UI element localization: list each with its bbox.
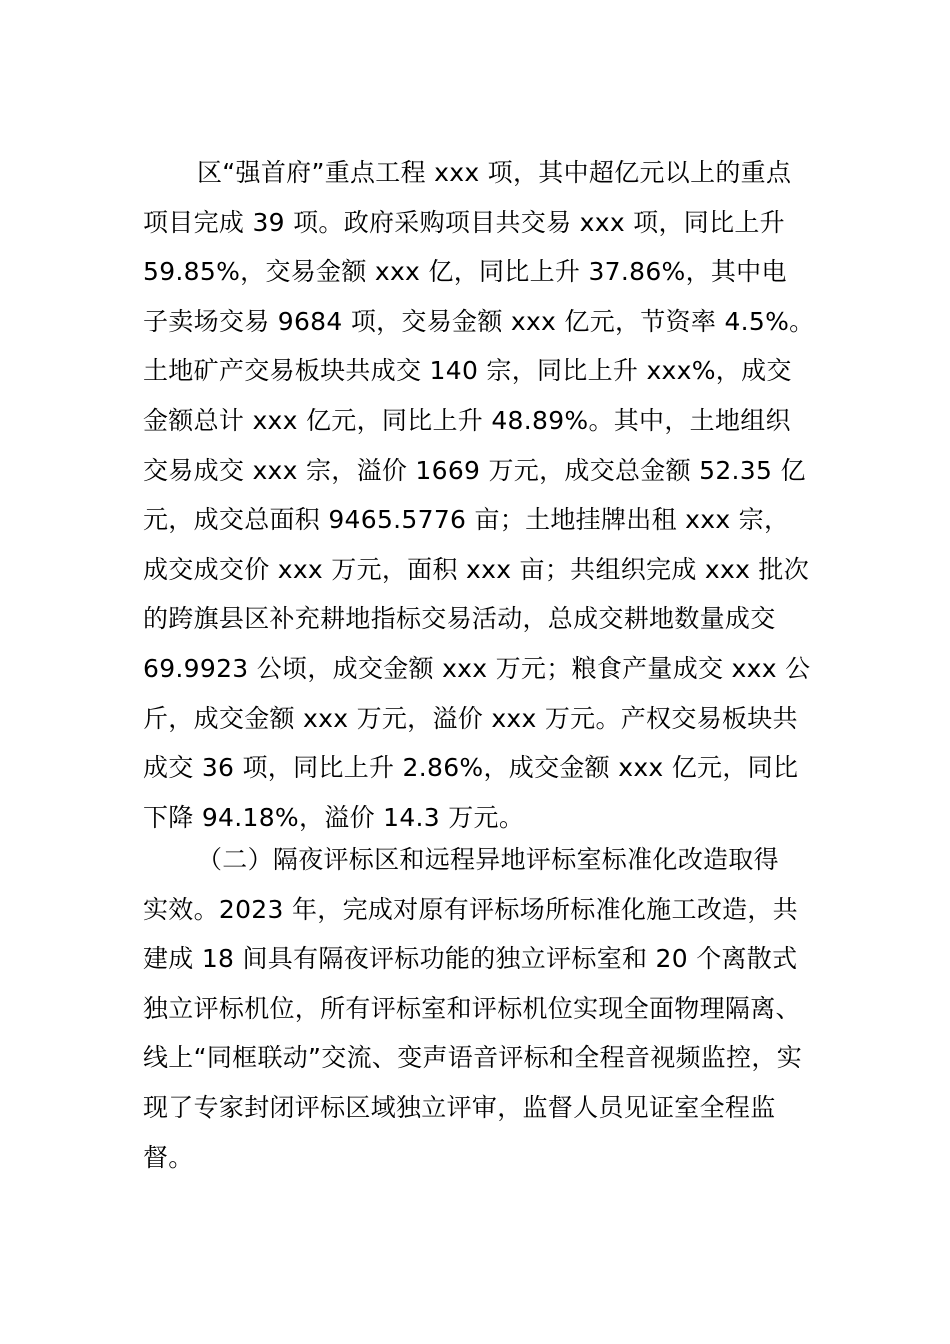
text-line: 独立评标机位，所有评标室和评标机位实现全面物理隔离、 bbox=[143, 993, 801, 1023]
text-line: 项目完成 39 项。政府采购项目共交易 xxx 项，同比上升 bbox=[143, 207, 785, 237]
paragraph-evaluation-room-renovation bbox=[143, 835, 807, 1182]
text-line: 的跨旗县区补充耕地指标交易活动，总成交耕地数量成交 bbox=[143, 604, 776, 634]
text-line: 斤，成交金额 xxx 万元，溢价 xxx 万元。产权交易板块共 bbox=[143, 703, 798, 733]
text-line: 线上“同框联动”交流、变声语音评标和全程音视频监控，实 bbox=[143, 1043, 803, 1073]
text-line: 子卖场交易 9684 项，交易金额 xxx 亿元，节资率 4.5%。 bbox=[143, 306, 815, 336]
text-line: 区“强首府”重点工程 xxx 项，其中超亿元以上的重点 bbox=[197, 158, 792, 187]
text-line: 金额总计 xxx 亿元，同比上升 48.89%。其中，土地组织 bbox=[143, 405, 791, 435]
text-line: 土地矿产交易板块共成交 140 宗，同比上升 xxx%，成交 bbox=[143, 356, 792, 386]
text-line: 59.85%，交易金额 xxx 亿，同比上升 37.86%，其中电 bbox=[143, 257, 787, 287]
section-heading-line: （二）隔夜评标区和远程异地评标室标准化改造取得 bbox=[197, 845, 779, 874]
text-line: 69.9923 公顷，成交金额 xxx 万元；粮食产量成交 xxx 公 bbox=[143, 653, 811, 683]
text-line: 成交 36 项，同比上升 2.86%，成交金额 xxx 亿元，同比 bbox=[143, 753, 799, 783]
text-line: 交易成交 xxx 宗，溢价 1669 万元，成交总金额 52.35 亿 bbox=[143, 455, 806, 485]
text-line: 建成 18 间具有隔夜评标功能的独立评标室和 20 个离散式 bbox=[143, 944, 798, 974]
text-line: 实效。2023 年，完成对原有评标场所标准化施工改造，共 bbox=[143, 894, 798, 924]
text-line: 现了专家封闭评标区域独立评审，监督人员见证室全程监 bbox=[143, 1092, 776, 1122]
text-line: 成交成交价 xxx 万元，面积 xxx 亩；共组织完成 xxx 批次 bbox=[143, 554, 810, 584]
text-line: 督。 bbox=[143, 1142, 194, 1172]
text-line: 元，成交总面积 9465.5776 亩；土地挂牌出租 xxx 宗， bbox=[143, 505, 790, 535]
paragraph-transaction-stats bbox=[143, 148, 815, 842]
text-line: 下降 94.18%，溢价 14.3 万元。 bbox=[143, 802, 525, 832]
